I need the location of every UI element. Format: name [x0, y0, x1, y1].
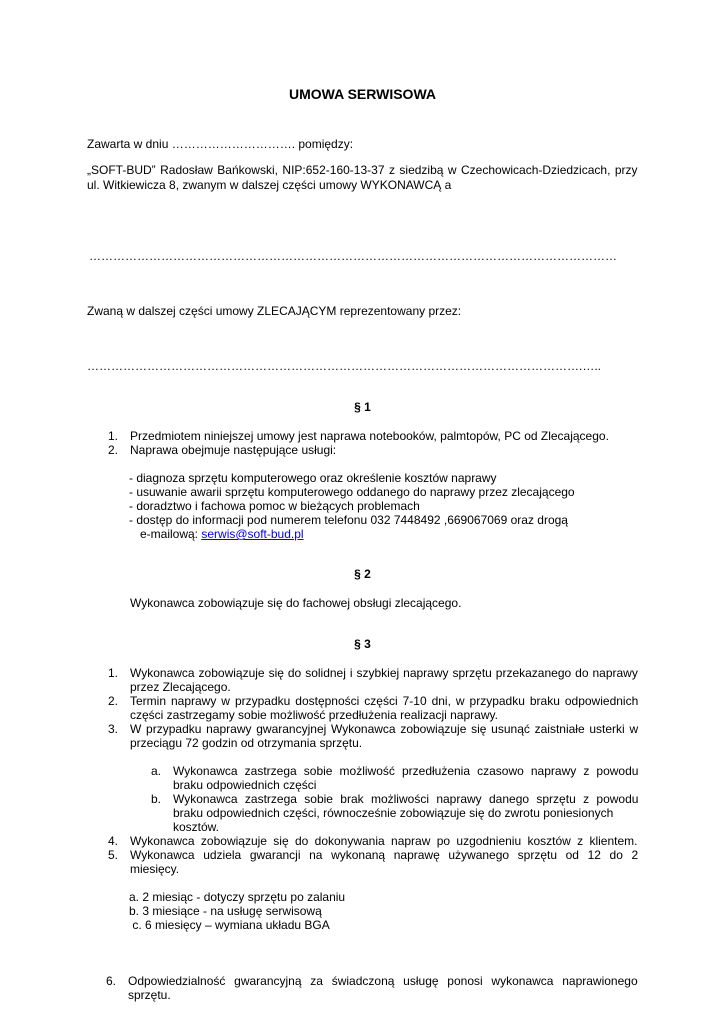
warranty-a: a. 2 miesiąc - dotyczy sprzętu po zalaniu — [129, 890, 346, 904]
s3-item-4-line-1: Wykonawca zobowiązuje się do dokonywania napraw po uzgodnieniu kosztów z klientem. — [130, 834, 638, 848]
service-3: - doradztwo i fachowa pomoc w bieżących problemach — [129, 499, 420, 513]
date-line: Zawarta w dniu …………………………. pomiędzy: — [87, 137, 354, 151]
s1-item-2-num: 2. — [108, 443, 119, 457]
contractor-line-2: ul. Witkiewicza 8, zwanym w dalszej części umowy WYKONAWCĄ a — [87, 178, 452, 192]
s3-item-4-num: 4. — [108, 834, 119, 848]
s3-item-2-line-1: Termin naprawy w przypadku dostępności części 7-10 dni, w przypadku braku odpowiednich — [130, 694, 639, 708]
s3-sub-b-line-3: kosztów. — [173, 820, 220, 834]
s3-item-6-line-2: sprzętu. — [128, 988, 171, 1002]
s3-item-1-line-2: przez Zlecającego. — [130, 680, 231, 694]
s3-item-6-line-1: Odpowiedzialność gwarancyjną za świadczoną usługę ponosi wykonawca naprawionego — [128, 974, 638, 988]
s3-item-5-line-1: Wykonawca udziela gwarancji na wykonaną naprawę używanego sprzętu od 12 do 2 — [130, 848, 639, 862]
s3-item-5-line-2: miesięcy. — [130, 862, 180, 876]
s3-sub-a-line-1: Wykonawca zastrzega sobie możliwość przedłużenia czasowo naprawy z powodu — [173, 764, 639, 778]
section-3-heading: § 3 — [354, 637, 371, 651]
email-line — [140, 527, 304, 541]
s3-item-6-num: 6. — [106, 974, 117, 988]
s3-sub-a-letter: a. — [151, 764, 162, 778]
s3-sub-b-line-2: braku odpowiednich części, równocześnie zobowiązuje się do zwrotu poniesionych — [173, 806, 614, 820]
s3-item-1-num: 1. — [108, 666, 119, 680]
s3-item-2-line-2: części zastrzegamy sobie możliwość przedłużenia realizacji naprawy. — [130, 708, 498, 722]
service-4: - dostęp do informacji pod numerem telefonu 032 7448492 ,669067069 oraz drogą — [129, 513, 568, 527]
contractor-line-1: „SOFT-BUD” Radosław Bańkowski, NIP:652-160-13-37 z siedzibą w Czechowicach-Dziedzicach, przy — [87, 163, 638, 177]
s3-sub-b-letter: b. — [151, 792, 162, 806]
s1-item-1-text: Przedmiotem niniejszej umowy jest naprawa notebooków, palmtopów, PC od Zlecającego. — [130, 429, 609, 443]
email-prefix: e-mailową: — [140, 527, 202, 541]
s3-item-3-num: 3. — [108, 722, 119, 736]
section-2-text: Wykonawca zobowiązuje się do fachowej obsługi zlecającego. — [130, 596, 462, 610]
s1-item-1-num: 1. — [108, 429, 119, 443]
section-2-heading: § 2 — [354, 567, 371, 581]
warranty-c: c. 6 miesięcy – wymiana układu BGA — [129, 918, 330, 932]
email-link[interactable]: serwis@soft-bud.pl — [201, 527, 304, 541]
s3-sub-b-line-1: Wykonawca zastrzega sobie brak możliwości naprawy danego sprzętu z powodu — [173, 792, 639, 806]
section-1-heading: § 1 — [354, 400, 371, 414]
s3-item-2-num: 2. — [108, 694, 119, 708]
service-2: - usuwanie awarii sprzętu komputerowego oddanego do naprawy przez zlecającego — [129, 485, 575, 499]
s3-item-5-num: 5. — [108, 848, 119, 862]
blank-line-representative: …………………………………………………………………………………………………………….….. — [87, 359, 602, 373]
service-1: - diagnoza sprzętu komputerowego oraz określenie kosztów naprawy — [129, 471, 497, 485]
s1-item-2-text: Naprawa obejmuje następujące usługi: — [130, 443, 337, 457]
s3-item-1-line-1: Wykonawca zobowiązuje się do solidnej i szybkiej naprawy sprzętu przekazanego do naprawy — [130, 666, 638, 680]
document-title: UMOWA SERWISOWA — [289, 86, 436, 102]
s3-sub-a-line-2: braku odpowiednich części — [173, 778, 317, 792]
warranty-b: b. 3 miesiące - na usługę serwisową — [129, 904, 322, 918]
s3-item-3-line-1: W przypadku naprawy gwarancyjnej Wykonawca zobowiązuje się usunąć zaistniałe usterki w — [130, 722, 639, 736]
blank-line-client: …………………………………………………………………………………………………………………… — [89, 249, 617, 263]
client-line: Zwaną w dalszej części umowy ZLECAJĄCYM reprezentowany przez: — [87, 304, 462, 318]
s3-item-3-line-2: przeciągu 72 godzin od otrzymania sprzętu. — [130, 736, 363, 750]
